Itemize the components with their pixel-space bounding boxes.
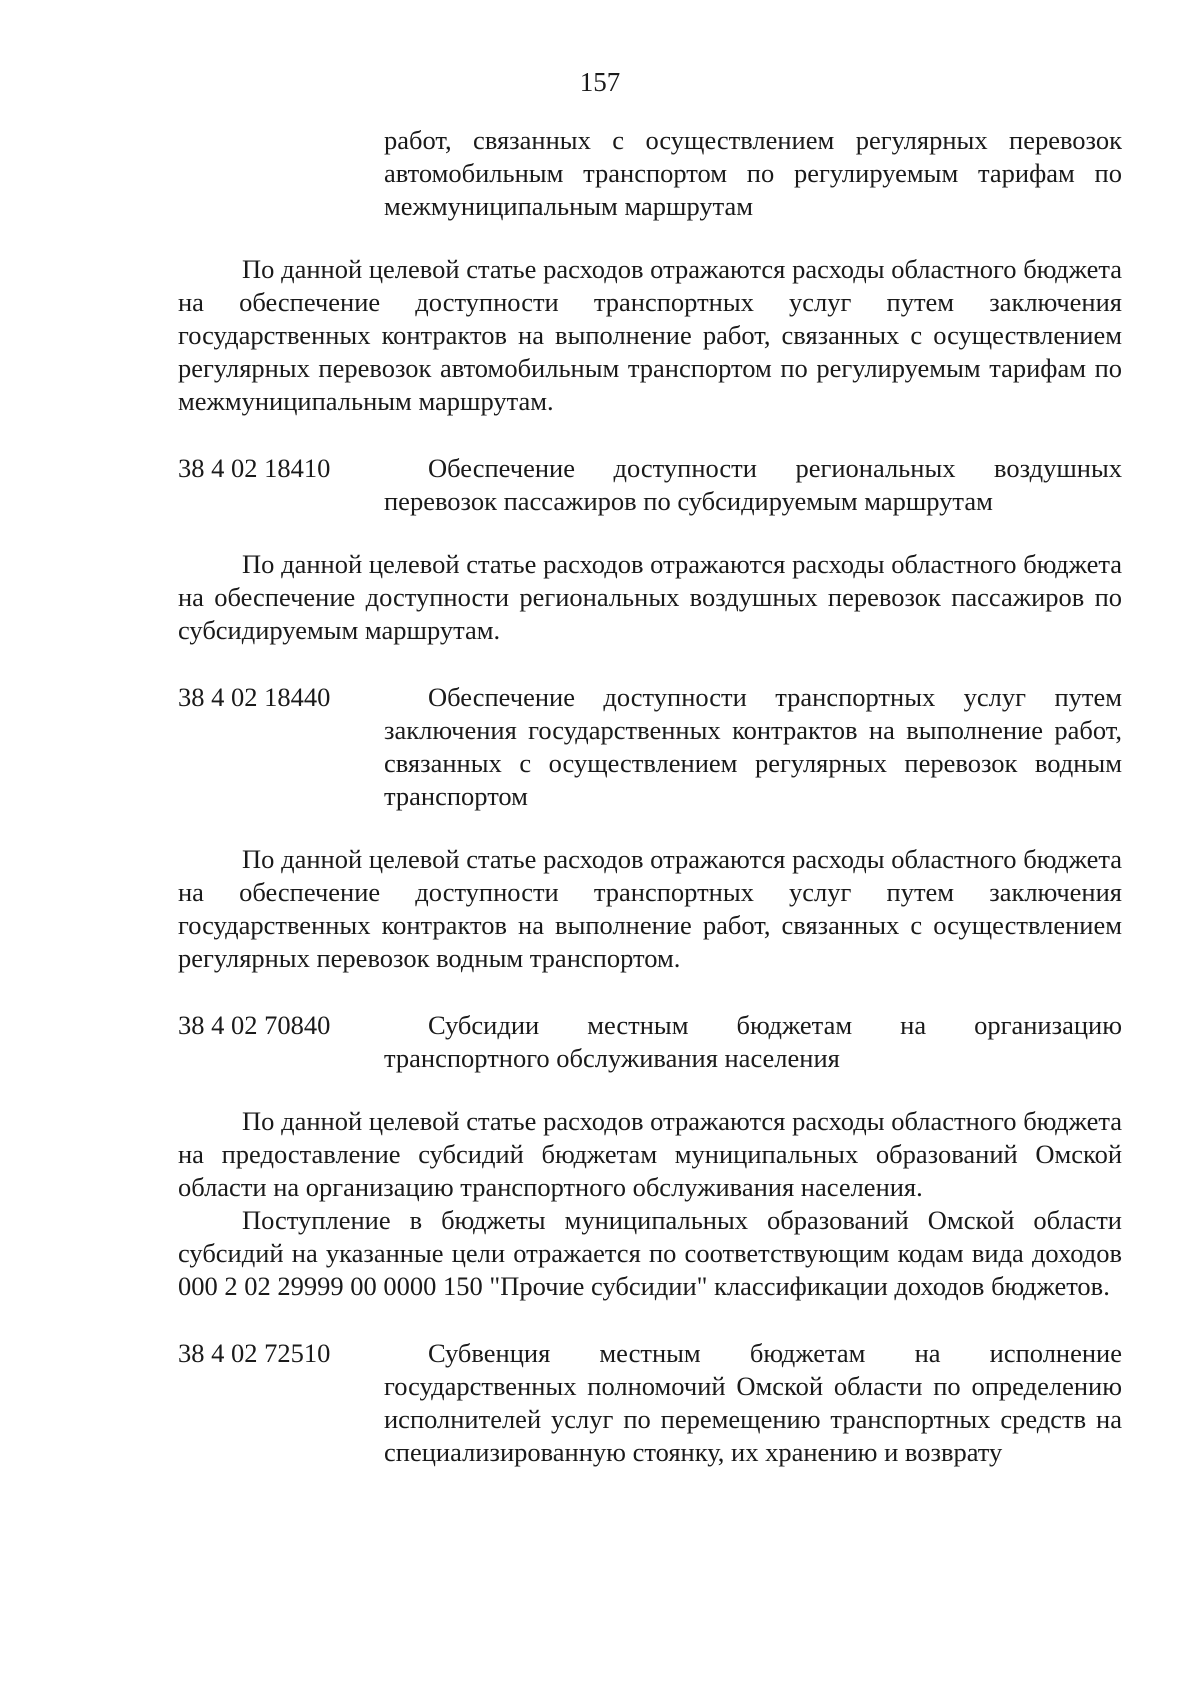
budget-entry [178,1009,1122,1075]
body-paragraph: По данной целевой статье расходов отражаются расходы областного бюджета на предоставление субсидий бюджетам муниципальных образований Омской области на организацию транспортного обслуживания населения. [178,1106,1122,1202]
entry-title: Субсидии местным бюджетам на организацию транспортного обслуживания населения [384,1010,1122,1073]
budget-entry [178,452,1122,518]
document-body [178,124,1122,1469]
entry-title: Обеспечение доступности транспортных услуг путем заключения государственных контрактов на выполнение работ, связанных с осуществлением регулярных перевозок водным транспортом [384,682,1122,811]
budget-entry [178,1337,1122,1469]
budget-entry [178,681,1122,813]
body-paragraph: Поступление в бюджеты муниципальных образований Омской области субсидий на указанные цели отражается по соответствующим кодам вида доходов 000 2 02 29999 00 0000 150 "Прочие субсидии" классификации доходов бюджетов. [178,1205,1122,1301]
body-paragraph: По данной целевой статье расходов отражаются расходы областного бюджета на обеспечение доступности транспортных услуг путем заключения государственных контрактов на выполнение работ, связанных с осуществлением регулярных перевозок водным транспортом. [178,844,1122,973]
entry-code: 38 4 02 70840 [178,1010,331,1040]
continued-heading: работ, связанных с осуществлением регулярных перевозок автомобильным транспортом по регулируемым тарифам по межмуниципальным маршрутам [384,125,1122,221]
entry-title: Субвенция местным бюджетам на исполнение государственных полномочий Омской области по определению исполнителей услуг по перемещению транспортных средств на специализированную стоянку, их хранению и возврату [384,1338,1122,1467]
entry-title: Обеспечение доступности региональных воздушных перевозок пассажиров по субсидируемым маршрутам [384,453,1122,516]
body-paragraph: По данной целевой статье расходов отражаются расходы областного бюджета на обеспечение доступности транспортных услуг путем заключения государственных контрактов на выполнение работ, связанных с осуществлением регулярных перевозок автомобильным транспортом по регулируемым тарифам по межмуниципальным маршрутам. [178,254,1122,416]
entry-code: 38 4 02 18440 [178,682,331,712]
body-paragraph: По данной целевой статье расходов отражаются расходы областного бюджета на обеспечение доступности региональных воздушных перевозок пассажиров по субсидируемым маршрутам. [178,549,1122,645]
entry-code: 38 4 02 18410 [178,453,331,483]
page-number: 157 [579,67,621,97]
entry-code: 38 4 02 72510 [178,1338,331,1368]
